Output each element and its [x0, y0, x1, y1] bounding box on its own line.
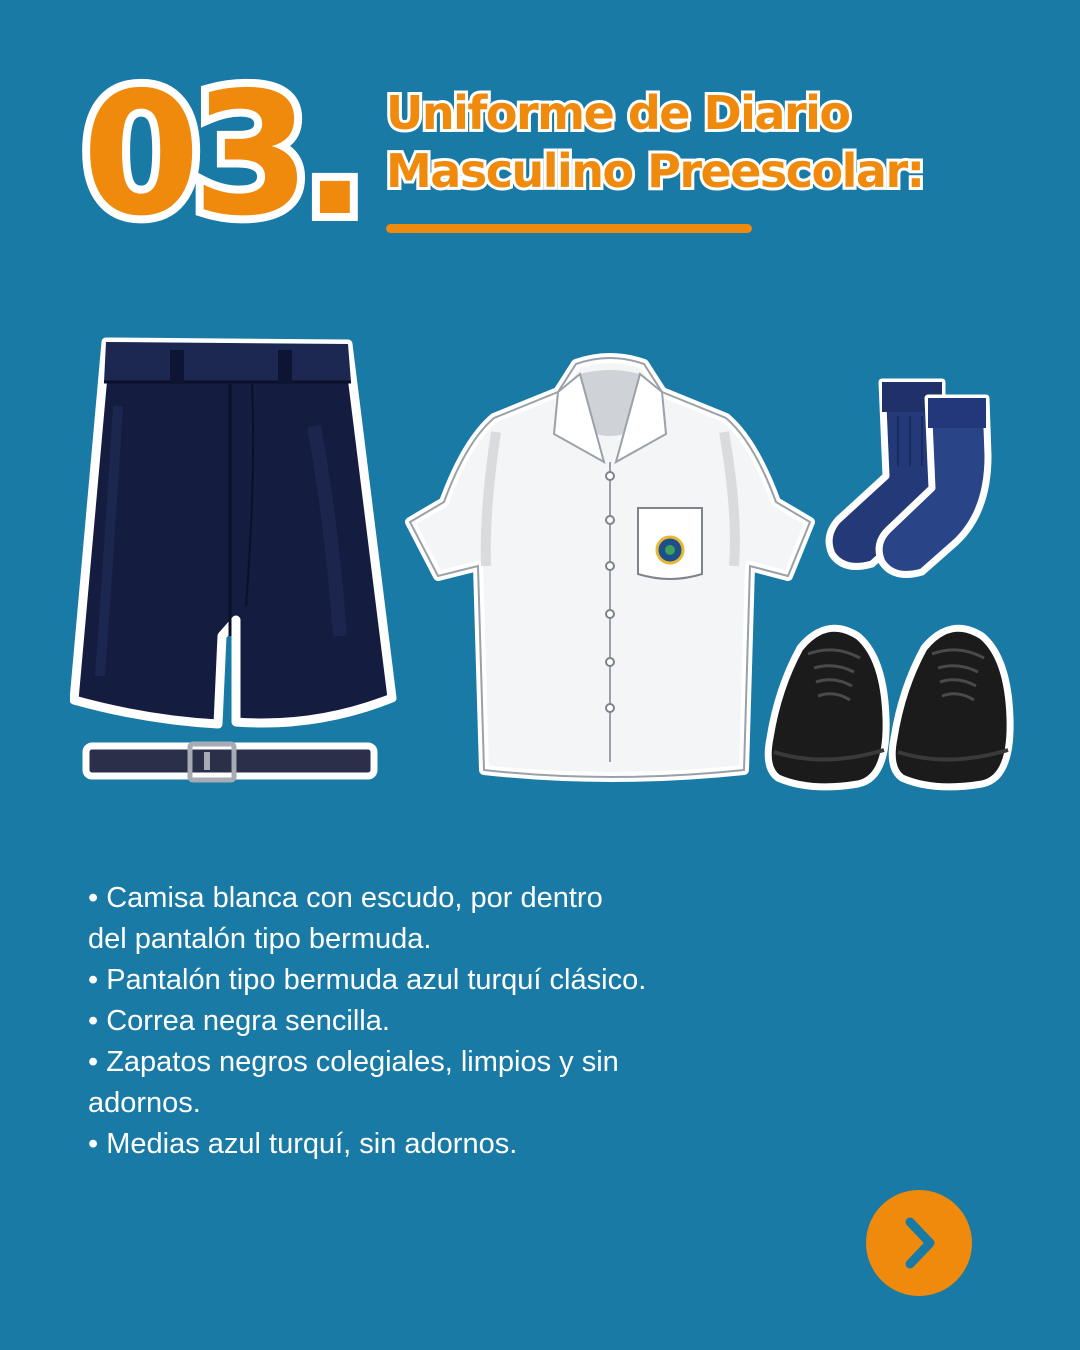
uniform-items-list — [88, 878, 648, 1165]
white-shirt-illustration — [404, 352, 816, 786]
title-line-2: Masculino Preescolar: — [386, 144, 924, 198]
page-title — [386, 84, 924, 200]
title-underline — [386, 224, 752, 233]
title-line-1: Uniforme de Diario — [386, 86, 850, 140]
navy-socks-illustration — [824, 376, 998, 580]
section-number: 03. — [82, 56, 360, 254]
list-item: • Pantalón tipo bermuda azul turquí clásico. — [88, 964, 647, 996]
list-item: • Medias azul turquí, sin adornos. — [88, 1128, 518, 1160]
chevron-right-icon — [866, 1190, 972, 1296]
list-item: • Camisa blanca con escudo, por dentro del pantalón tipo bermuda. — [88, 882, 603, 955]
list-item: • Zapatos negros colegiales, limpios y sin adornos. — [88, 1046, 619, 1119]
list-item: • Correa negra sencilla. — [88, 1005, 390, 1037]
black-shoes-illustration — [764, 618, 1020, 792]
bermuda-shorts-illustration — [70, 336, 400, 736]
next-button[interactable] — [866, 1190, 972, 1296]
belt-illustration — [80, 738, 380, 786]
